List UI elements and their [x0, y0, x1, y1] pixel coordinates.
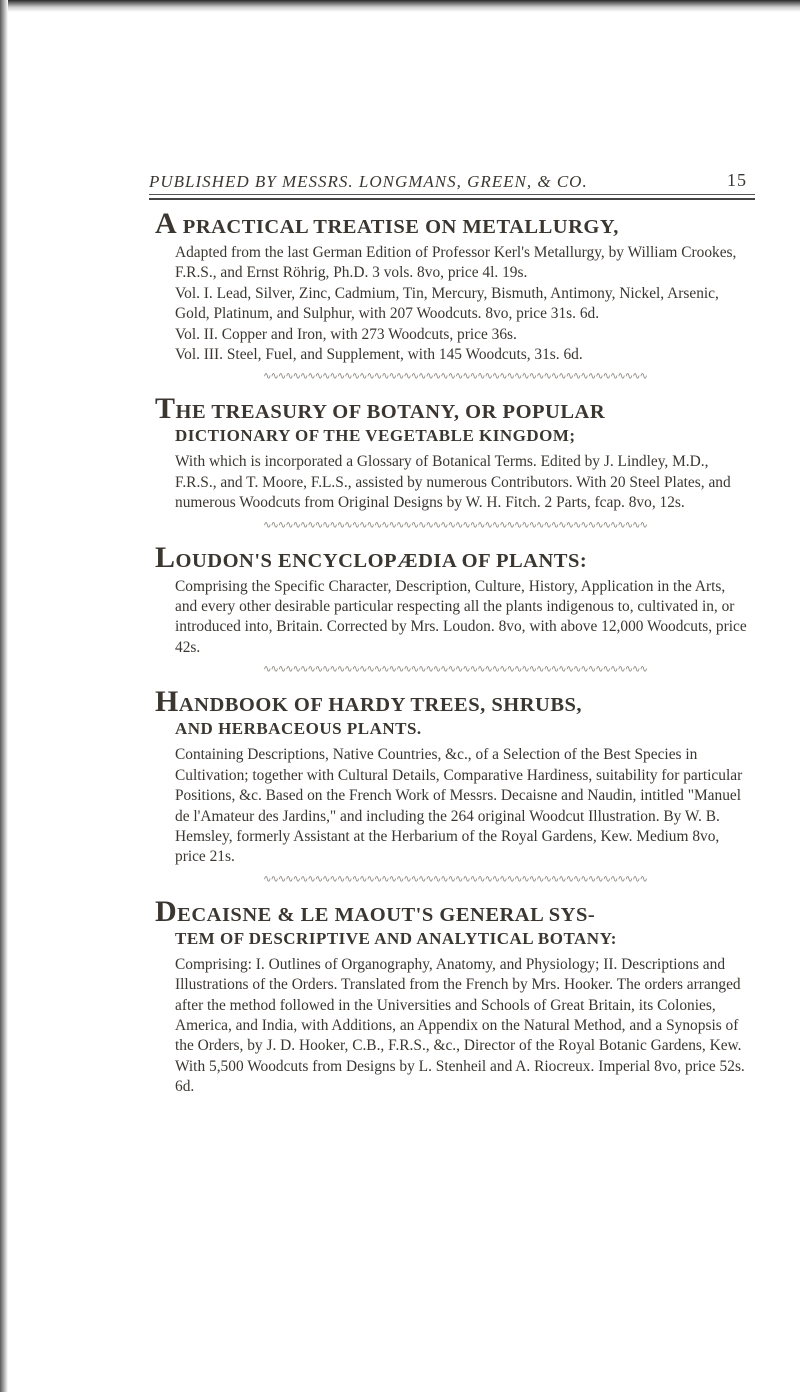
entry-body	[155, 243, 751, 365]
entry-title: PRACTICAL TREATISE ON METALLURGY,	[177, 216, 619, 238]
entry-heading	[155, 392, 751, 448]
entry-paragraph: Comprising the Specific Character, Description, Culture, History, Application in the Arts, and every other desirable particular respecting all the plants indigenous to, cultivated in, or introduced into, Britain. Corrected by Mrs. Loudon. 8vo, with above 12,000 Woodcuts, price 42s.	[175, 577, 747, 656]
entry-paragraph: Vol. III. Steel, Fuel, and Supplement, with 145 Woodcuts, 31s. 6d.	[175, 346, 583, 364]
drop-capital: A	[155, 207, 178, 240]
entry-body	[155, 577, 751, 659]
entry-subtitle: DICTIONARY OF THE VEGETABLE KINGDOM;	[175, 426, 576, 446]
entry-paragraph: Vol. I. Lead, Silver, Zinc, Cadmium, Tin, Mercury, Bismuth, Antimony, Nickel, Arsenic, Gold, Platinum, and Sulphur, with 207 Woodcuts. 8vo, price 31s. 6d.	[175, 284, 719, 323]
drop-capital: D	[155, 894, 178, 928]
entry-paragraph: Containing Descriptions, Native Countries, &c., of a Selection of the Best Species in Cultivation; together with Cultural Details, Comparative Hardiness, suitability for particular Positions, &c. Based on the French Work of Messrs. Decaisne and Naudin, intitled "Manuel de l'Amateur des Jardins," and including the 264 original Woodcut Illustration. By W. B. Hemsley, formerly Assistant at the Herbarium of the Royal Gardens, Kew. Medium 8vo, price 21s.	[175, 746, 743, 866]
entry-paragraph: Vol. II. Copper and Iron, with 273 Woodcuts, price 36s.	[175, 325, 517, 343]
entry-title: HE TREASURY OF BOTANY, OR POPULAR	[175, 401, 606, 424]
scan-top-edge	[0, 0, 800, 12]
entry-heading	[155, 894, 751, 951]
book-page	[149, 170, 751, 1370]
drop-capital: T	[155, 392, 176, 426]
entry-loudon-encyclopaedia	[155, 540, 751, 659]
entry-body	[155, 955, 751, 1098]
ornamental-divider: ∿∿∿∿∿∿∿∿∿∿∿∿∿∿∿∿∿∿∿∿∿∿∿∿∿∿∿∿∿∿∿∿∿∿∿∿∿∿∿∿∿∿∿∿∿∿∿∿∿∿∿∿	[263, 519, 647, 531]
entry-treasury-of-botany	[155, 392, 751, 513]
entry-metallurgy	[155, 207, 751, 365]
ornamental-divider: ∿∿∿∿∿∿∿∿∿∿∿∿∿∿∿∿∿∿∿∿∿∿∿∿∿∿∿∿∿∿∿∿∿∿∿∿∿∿∿∿∿∿∿∿∿∿∿∿∿∿∿∿	[263, 371, 647, 383]
entry-hardy-trees-handbook	[155, 685, 751, 867]
entry-paragraph: Adapted from the last German Edition of Professor Kerl's Metallurgy, by William Crookes, F.R.S., and Ernst Röhrig, Ph.D. 3 vols. 8vo, price 4l. 19s.	[175, 244, 737, 282]
drop-capital: H	[155, 685, 179, 719]
entry-paragraph: Comprising: I. Outlines of Organography, Anatomy, and Physiology; II. Descriptions and Illustrations of the Orders. Translated from the French by Mrs. Hooker. The orders arranged after the method followed in the Universities and Schools of Great Britain, its Colonies, America, and India, with Additions, an Appendix on the Natural Method, and a Synopsis of the Orders, by J. D. Hooker, C.B., F.R.S., &c., Director of the Royal Botanic Gardens, Kew. With 5,500 Woodcuts from Designs by L. Stenheil and A. Riocreux. Imperial 8vo, price 52s. 6d.	[175, 955, 745, 1096]
entry-body	[155, 452, 751, 513]
entry-heading	[155, 207, 751, 240]
drop-capital: L	[155, 540, 176, 574]
entry-title: OUDON'S ENCYCLOPÆDIA OF PLANTS:	[175, 549, 588, 572]
entry-subtitle: TEM OF DESCRIPTIVE AND ANALYTICAL BOTANY:	[175, 928, 617, 948]
entry-title: ANDBOOK OF HARDY TREES, SHRUBS,	[178, 694, 583, 717]
entry-heading	[155, 540, 751, 574]
entry-title: ECAISNE & LE MAOUT'S GENERAL SYS-	[177, 903, 596, 926]
page-number: 15	[727, 170, 747, 190]
entry-subtitle: AND HERBACEOUS PLANTS.	[175, 719, 422, 739]
entry-decaisne-botany	[155, 894, 751, 1098]
running-head-title: PUBLISHED BY MESSRS. LONGMANS, GREEN, & CO.	[149, 172, 588, 191]
entry-body	[155, 745, 751, 867]
scan-left-edge	[0, 0, 8, 1392]
entry-paragraph: With which is incorporated a Glossary of Botanical Terms. Edited by J. Lindley, M.D., F.R.S., and T. Moore, F.L.S., assisted by numerous Contributors. With 20 Steel Plates, and numerous Woodcuts from Original Designs by W. H. Fitch. 2 Parts, fcap. 8vo, 12s.	[175, 453, 731, 512]
running-head	[149, 170, 755, 195]
ornamental-divider: ∿∿∿∿∿∿∿∿∿∿∿∿∿∿∿∿∿∿∿∿∿∿∿∿∿∿∿∿∿∿∿∿∿∿∿∿∿∿∿∿∿∿∿∿∿∿∿∿∿∿∿∿	[263, 664, 647, 676]
entry-heading	[155, 685, 751, 741]
header-rule	[149, 198, 755, 200]
ornamental-divider: ∿∿∿∿∿∿∿∿∿∿∿∿∿∿∿∿∿∿∿∿∿∿∿∿∿∿∿∿∿∿∿∿∿∿∿∿∿∿∿∿∿∿∿∿∿∿∿∿∿∿∿∿	[263, 873, 647, 885]
